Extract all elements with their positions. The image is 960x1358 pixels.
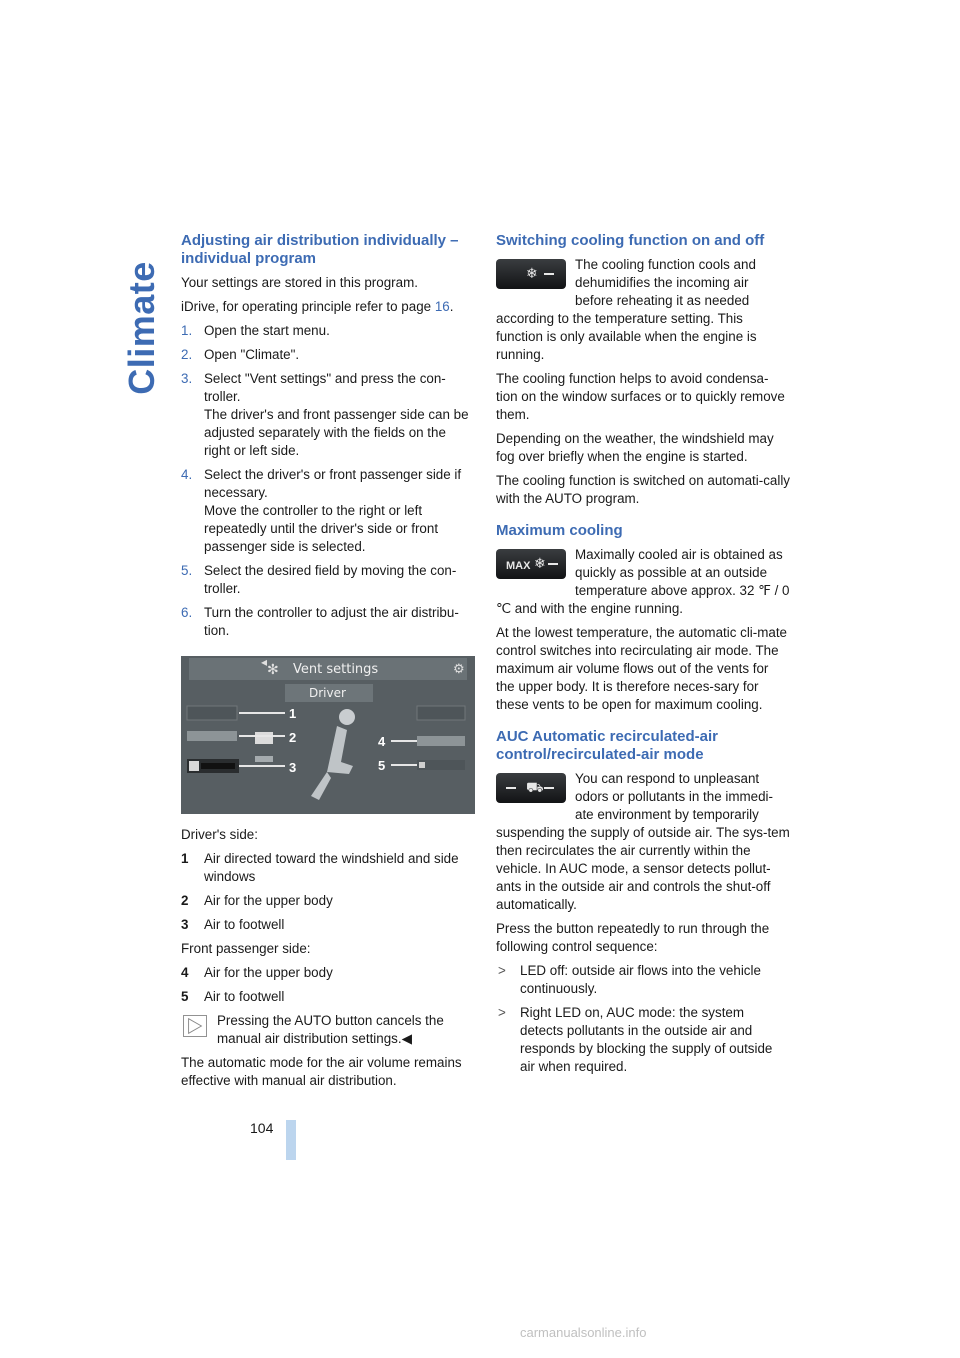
list-item: 5. Select the desired field by moving the con-troller. xyxy=(181,563,457,596)
drivers-side-label: Driver's side: xyxy=(181,827,258,842)
callout-5: 5 xyxy=(378,758,386,773)
settings-icon: ⚙ xyxy=(453,661,465,676)
list-item: 2 Air for the upper body xyxy=(181,893,333,908)
list-item: 6. Turn the controller to adjust the air distribu-tion. xyxy=(181,605,459,638)
list-item: > Right LED on, AUC mode: the system detects pollutants in the outside air and responds by blocking the supply of outside air when required. xyxy=(498,1005,773,1074)
driver-items-list xyxy=(181,850,475,934)
paragraph: Press the button repeatedly to run through the following control sequence: xyxy=(496,921,770,954)
section-heading-cooling: Switching cooling function on and off xyxy=(496,232,765,249)
hint-box xyxy=(181,1012,475,1048)
screen-subheader: Driver xyxy=(309,686,346,700)
svg-text:◂: ◂ xyxy=(261,656,268,669)
chapter-title: Climate xyxy=(121,261,162,395)
callout-3: 3 xyxy=(289,760,297,775)
watermark: carmanualsonline.info xyxy=(520,1325,647,1340)
page-link[interactable]: 16 xyxy=(434,299,450,314)
screen-header: Vent settings xyxy=(293,662,379,677)
max-cooling-button-icon: MAX ❄ xyxy=(496,549,566,579)
steps-list xyxy=(181,322,475,640)
passenger-side-label: Front passenger side: xyxy=(181,941,311,956)
closing-paragraph: The automatic mode for the air volume remains effective with manual air distribution. xyxy=(181,1055,462,1088)
vent-settings-screen xyxy=(181,656,475,814)
callout-2: 2 xyxy=(289,730,297,745)
passenger-items-list xyxy=(181,964,475,1006)
paragraph: Maximally cooled air is obtained as quickly as possible at an outside temperature above approx. 32 ℉ / 0 ℃ and with the engine running. xyxy=(496,547,790,616)
list-item: 1. Open the start menu. xyxy=(181,323,330,338)
section-heading-air-distribution: Adjusting air distribution individually – individual program xyxy=(181,232,459,267)
page-number: 104 xyxy=(250,1120,274,1136)
control-sequence-list xyxy=(496,962,790,1076)
cooling-button-icon xyxy=(496,259,566,289)
page-bar xyxy=(286,1120,296,1160)
list-item: 4 Air for the upper body xyxy=(181,965,333,980)
paragraph: Depending on the weather, the windshield may fog over briefly when the engine is started. xyxy=(496,431,774,464)
fan-icon: ✻ xyxy=(267,661,279,677)
paragraph: The cooling function is switched on automati-cally with the AUTO program. xyxy=(496,473,790,506)
hint-triangle-icon xyxy=(183,1015,207,1037)
right-column xyxy=(496,232,790,1082)
paragraph: Your settings are stored in this program. xyxy=(181,275,418,290)
snowflake-icon: ❄ xyxy=(534,555,546,571)
list-item: 1 Air directed toward the windshield and side windows xyxy=(181,851,459,884)
snowflake-icon: ❄ xyxy=(526,265,538,281)
list-item: 4. Select the driver's or front passenger side if necessary. Move the controller to the right or left repeatedly until the driver's side or front passenger side is selected. xyxy=(181,467,462,554)
paragraph: At the lowest temperature, the automatic cli-mate control switches into recirculating air mode. The maximum air volume flows out of the vents for the upper body. It is therefore neces-sary for these vents to be open for maximum cooling. xyxy=(496,625,788,712)
hint-text: Pressing the AUTO button cancels the manual air distribution settings.◀ xyxy=(217,1013,444,1046)
list-item: 3. Select "Vent settings" and press the con-troller. The driver's and front passenger side can be adjusted separately with the fields on the right or left side. xyxy=(181,371,469,458)
paragraph: The cooling function cools and dehumidifies the incoming air before reheating it as needed according to the temperature setting. This function is only available when the engine is running. xyxy=(496,257,757,362)
callout-4: 4 xyxy=(378,734,386,749)
list-item: 5 Air to footwell xyxy=(181,989,285,1004)
list-item: 2. Open "Climate". xyxy=(181,347,300,362)
left-column xyxy=(181,232,475,1096)
list-item: > LED off: outside air flows into the vehicle continuously. xyxy=(498,963,761,996)
car-recirculation-icon: ⛟ xyxy=(526,779,544,795)
section-heading-max-cooling: Maximum cooling xyxy=(496,522,623,539)
vent-settings-illustration xyxy=(181,656,475,814)
callout-1: 1 xyxy=(289,706,297,721)
paragraph-idrive: iDrive, for operating principle refer to page 16. xyxy=(181,299,454,314)
section-heading-auc: AUC Automatic recirculated-air control/recirculated-air mode xyxy=(496,728,718,763)
paragraph: You can respond to unpleasant odors or pollutants in the immedi-ate environment by temporarily suspending the supply of outside air. The sys-tem then recirculates the air currently within the vehicle. In AUC mode, a sensor detects pollut-ants in the outside air and controls the shut-off automatically. xyxy=(496,771,790,912)
auc-button-icon xyxy=(496,773,566,803)
paragraph: The cooling function helps to avoid condensa-tion on the window surfaces or to quickly remove them. xyxy=(496,371,785,422)
list-item: 3 Air to footwell xyxy=(181,917,285,932)
